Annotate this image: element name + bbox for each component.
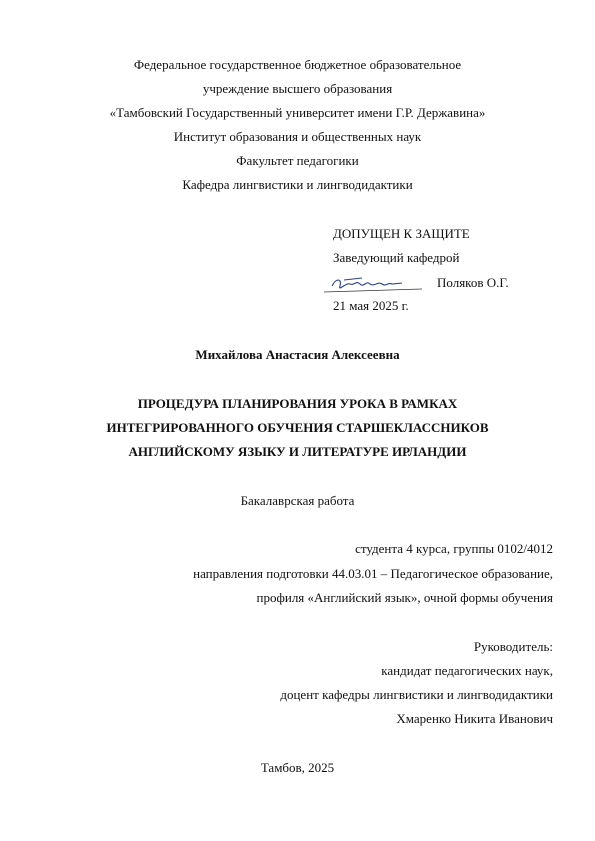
student-profile: профиля «Английский язык», очной формы обучения — [256, 590, 553, 605]
supervisor-name: Хмаренко Никита Иванович — [396, 711, 553, 726]
department-name: Кафедра лингвистики и лингводидактики — [182, 177, 413, 192]
faculty-name: Факультет педагогики — [236, 153, 359, 168]
signature-image — [322, 272, 432, 296]
thesis-title-line-1: ПРОЦЕДУРА ПЛАНИРОВАНИЯ УРОКА В РАМКАХ — [137, 396, 458, 411]
institute-name: Институт образования и общественных наук — [173, 129, 422, 144]
university-name: «Тамбовский Государственный университет имени Г.Р. Державина» — [109, 105, 486, 120]
city-year: Тамбов, 2025 — [260, 760, 335, 775]
approval-status: ДОПУЩЕН К ЗАЩИТЕ — [333, 226, 470, 241]
header-line-1: Федеральное государственное бюджетное образовательное — [133, 57, 462, 72]
thesis-title-line-2: ИНТЕГРИРОВАННОГО ОБУЧЕНИЯ СТАРШЕКЛАССНИКОВ — [106, 420, 489, 435]
supervisor-position: доцент кафедры лингвистики и лингводидактики — [280, 687, 553, 702]
header-line-2: учреждение высшего образования — [202, 81, 393, 96]
approval-role: Заведующий кафедрой — [333, 250, 460, 265]
student-course: студента 4 курса, группы 0102/4012 — [355, 541, 553, 556]
approval-name: Поляков О.Г. — [437, 275, 509, 290]
approval-date: 21 мая 2025 г. — [333, 298, 409, 313]
author-name: Михайлова Анастасия Алексеевна — [195, 347, 400, 362]
thesis-title-line-3: АНГЛИЙСКОМУ ЯЗЫКУ И ЛИТЕРАТУРЕ ИРЛАНДИИ — [128, 444, 467, 459]
work-type: Бакалаврская работа — [240, 493, 355, 508]
student-direction: направления подготовки 44.03.01 – Педагогическое образование, — [193, 566, 553, 581]
supervisor-degree: кандидат педагогических наук, — [381, 663, 553, 678]
supervisor-label: Руководитель: — [473, 639, 553, 654]
